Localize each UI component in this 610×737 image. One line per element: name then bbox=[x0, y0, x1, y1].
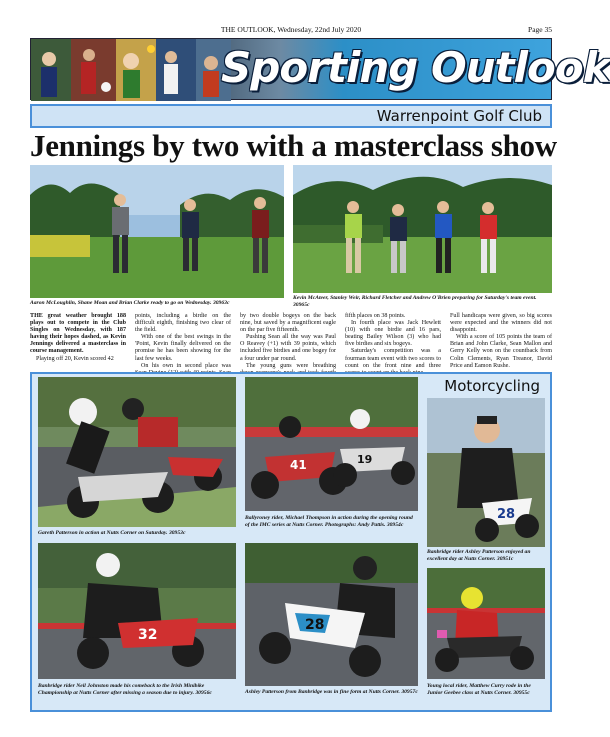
article-paragraph: The young guns were breathing bbox=[246, 362, 336, 369]
article-paragraph: Saturday's competition was a fourman team event with two scores to count on the front nine and three bbox=[345, 348, 441, 369]
article-column-5 bbox=[450, 313, 552, 370]
golf-section-bar bbox=[30, 104, 552, 128]
golf-photo-four-caption: Kevin McAteer, Stanley Weir, Richard Fletcher and Andrew O'Brien preparing for Saturday's team event. 30965c bbox=[293, 295, 537, 308]
moto-photo-ashley-portrait-caption: Banbridge rider Ashley Patterson enjoyed an excellent day at Nutts Corner. 30951c bbox=[427, 549, 531, 562]
moto-photo-thompson-caption: Ballyroney rider, Michael Thompson in action during the opening round of the IMC series at Nutts Corner. Photographs: Andy Pattis. 30954c bbox=[245, 515, 413, 528]
article-lead-paragraph: THE great weather brought 188 plays out to compete in the Club Singles on Wednesday, with 187 having their hopes dashed, as Kevin Jennings delivered a masterclass in course management. bbox=[30, 313, 126, 355]
moto-photo-johnston-caption: Banbridge rider Neil Johnston made his comeback to the Irish Minibike Championship at Nutts Corner after missing a season due to injury. 30956c bbox=[38, 683, 212, 696]
bike-number-19: 19 bbox=[357, 453, 373, 466]
sports-collage-image bbox=[31, 39, 231, 101]
golf-photo-trio bbox=[30, 165, 284, 298]
moto-photo-thompson bbox=[245, 377, 418, 511]
bike-number-32: 32 bbox=[138, 627, 158, 643]
moto-photo-gareth bbox=[38, 377, 236, 527]
article-paragraph: With a score of 105 points the team of Brian and John Clarke, Sean Mallon and Gerry Kelly won on the countback from Colin Clements, Ryan Treanor, David Price and Eamon Rushe. bbox=[450, 334, 552, 369]
running-head bbox=[30, 25, 552, 37]
article-paragraph: points, including a birdie on the difficult eighth, finishing two clear of the field. bbox=[135, 313, 231, 334]
motorcycling-section-label: Motorcycling bbox=[444, 377, 540, 395]
article-paragraph: With one of the best swings in the 'Point, Kevin finally delivered on the promise he has been showing for the last few weeks. bbox=[135, 334, 231, 362]
moto-photo-gareth-caption: Gareth Patterson in action at Nutts Corner on Saturday. 30953c bbox=[38, 530, 186, 536]
article-paragraph: Full handicaps were given, so big scores were expected and the winners did not disappoint. bbox=[450, 313, 552, 334]
bike-number-28: 28 bbox=[497, 507, 516, 522]
issue-date: THE OUTLOOK, Wednesday, 22nd July 2020 bbox=[220, 25, 362, 34]
bike-number-41: 41 bbox=[290, 458, 307, 472]
moto-photo-ashley-portrait bbox=[427, 398, 545, 547]
article-paragraph: fifth places on 38 points. bbox=[345, 313, 406, 319]
article-paragraph: by two double bogeys on the back nine, but saved by a magnificent eagle on the par five fifteenth. bbox=[240, 313, 336, 334]
bike-number-28: 28 bbox=[305, 617, 325, 633]
golf-photo-four bbox=[293, 165, 552, 293]
moto-photo-johnston bbox=[38, 543, 236, 679]
article-paragraph: Pushing Sean all the way was Paul O Reavey (+1) with 39 points, which included five birdies and one bogey for a four under par round. bbox=[240, 334, 336, 362]
moto-photo-curry-caption: Young local rider, Matthew Curry rode in the Junior Geebee class at Nutts Corner. 30955c bbox=[427, 683, 531, 696]
article-column-4 bbox=[345, 313, 441, 377]
article-paragraph: Playing off 20, Kevin scored 42 bbox=[36, 355, 114, 362]
masthead-banner bbox=[30, 38, 610, 100]
article-paragraph: In fourth place was Jack Hewlett (10) with one birdie and 16 pars, beating Bailey Wilson (3) who had five birdies and six bogeys. bbox=[345, 320, 441, 348]
masthead-title: Sporting Outlook bbox=[221, 43, 610, 92]
moto-photo-ashley-action-caption: Ashley Patterson from Banbridge was in fine form at Nutts Corner. 30957c bbox=[245, 689, 418, 695]
golf-section-label: Warrenpoint Golf Club bbox=[376, 107, 542, 125]
golf-photo-trio-caption: Aaron McLoughlin, Shane Moan and Brian Clarke ready to go on Wednesday. 30963c bbox=[30, 300, 230, 306]
moto-photo-curry bbox=[427, 568, 545, 679]
page-number: Page 35 bbox=[528, 25, 552, 34]
article-column-1 bbox=[30, 313, 126, 363]
moto-photo-ashley-action bbox=[245, 543, 418, 686]
article-paragraph: On his own in second place was bbox=[141, 362, 231, 369]
headline: Jennings by two with a masterclass show bbox=[30, 128, 557, 163]
